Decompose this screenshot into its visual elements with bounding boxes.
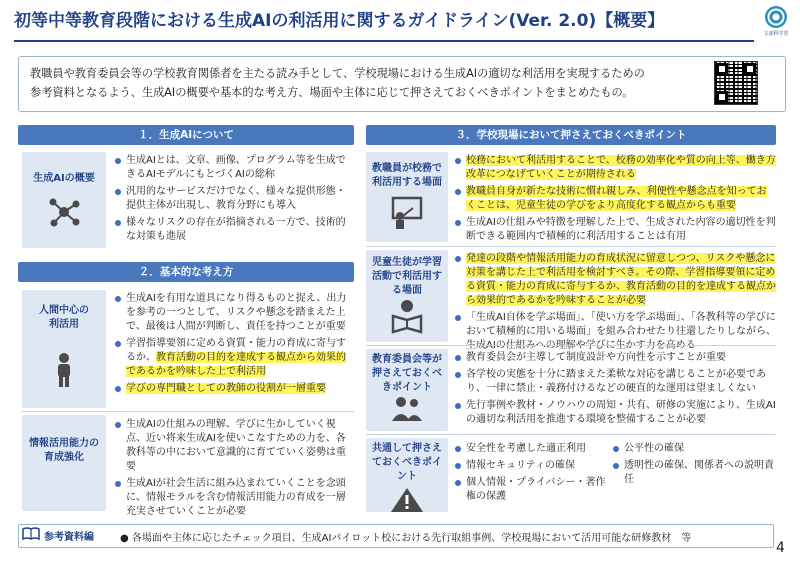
person-icon: [46, 352, 82, 388]
section2-bullet-3-highlight: 学びの専門職としての教師の役割が一層重要: [126, 383, 326, 394]
ministry-name: 文部科学省: [763, 31, 789, 37]
title-underline: [14, 40, 754, 42]
reference-label: [22, 527, 110, 545]
intro-text: [30, 64, 690, 102]
section3-label-1-text: 教職員が校務で利活用する場面: [372, 163, 442, 188]
ministry-emblem-icon: [765, 6, 787, 28]
section3-bullets-2: [454, 252, 776, 356]
common-point-4: 公平性の確保: [612, 442, 776, 456]
qr-finder-icon: [716, 91, 728, 103]
section3-divider-3: [366, 434, 776, 435]
reference-label-text: 参考資料編: [44, 532, 94, 543]
section3-bullet-4: [454, 252, 776, 308]
book-icon: [22, 527, 40, 547]
section3-bullet-6: 教育委員会が主導して制度設計や方向性を示すことが重要: [454, 351, 776, 365]
section2-bullet-5: 生成AIが社会生活に組み込まれていくことを念頭に、情報モラルを含む情報活用能力の育成を一層充実させていくことが必要: [114, 477, 354, 519]
committee-icon: [389, 395, 425, 423]
section3-label-1: [366, 152, 448, 242]
section3-bullet-4-highlight: 発達の段階や情報活用能力の育成状況に留意しつつ、リスクや懸念に対策を講じた上で利活用を検討すべき。その際、学習指導要領に定める資質・能力の育成に寄与するか、教育活動の目的を達成する観点から効果的であるかを吟味することが必要: [466, 253, 776, 306]
section3-bullet-1: [454, 154, 776, 182]
section3-header: ３．学校現場において押さえておくべきポイント: [366, 125, 776, 145]
section3-divider-1: [366, 246, 776, 247]
intro-line-1: 教職員や教育委員会等の学校教育関係者を主たる読み手として、学校現場における生成AIの適切な利活用を実現するための: [30, 67, 645, 80]
section3-bullets-1: [454, 154, 776, 247]
section2-bullet-2-highlight: 教育活動の目的を達成する観点から効果的であるかを吟味した上で利活用: [126, 352, 346, 377]
qr-code[interactable]: [714, 61, 758, 105]
reference-text: ● 各場面や主体に応じたチェック項目、生成AIパイロット校における先行取組事例、学校現場において活用可能な研修教材 等: [120, 533, 692, 544]
section3-bullet-3: 生成AIの仕組みや特徴を理解した上で、生成された内容の適切性を判断できる範囲内で積極的に利活用することは有用: [454, 216, 776, 244]
section2-bullets-1: [114, 292, 354, 399]
qr-finder-icon: [716, 63, 728, 75]
section2-label-2-text: 情報活用能力の育成強化: [29, 438, 99, 463]
section2-divider: [22, 411, 354, 412]
section1-bullet-1: 生成AIとは、文章、画像、プログラム等を生成できるAIモデルにもとづくAIの総称: [114, 154, 354, 182]
section3-common-left: [454, 442, 614, 507]
teacher-board-icon: [389, 194, 425, 230]
qr-finder-icon: [744, 63, 756, 75]
section2-header: ２．基本的な考え方: [18, 262, 354, 282]
intro-line-2: 参考資料となるよう、生成AIの概要や基本的な考え方、場面や主体に応じて押さえておくべきポイントをまとめたもの。: [30, 86, 634, 99]
common-point-5: 透明性の確保、関係者への説明責任: [612, 459, 776, 487]
section1-label-text: 生成AIの概要: [33, 173, 95, 184]
common-point-3: 個人情報・プライバシー・著作権の保護: [454, 476, 614, 504]
common-point-1: 安全性を考慮した適正利用: [454, 442, 614, 456]
section2-label-1: [22, 290, 106, 408]
common-point-2: 情報セキュリティの確保: [454, 459, 614, 473]
section2-label-2: [22, 415, 106, 511]
section3-bullet-8: 先行事例や教材・ノウハウの周知・共有、研修の実施により、生成AIの適切な利活用を推進する環境を整備することが必要: [454, 399, 776, 427]
section1-header: １．生成AIについて: [18, 125, 354, 145]
section3-label-2: [366, 250, 448, 342]
section3-bullet-5: 「生成AI自体を学ぶ場面」、「使い方を学ぶ場面」、「各教科等の学びにおいて積極的に用いる場面」を組み合わせたり往還したりしながら、: [454, 311, 776, 353]
section3-bullet-1-highlight: 校務において利活用することで、校務の効率化や質の向上等、働き方改革につなげていくことが期待される: [466, 155, 776, 180]
section2-label-1-text: 人間中心の利活用: [39, 305, 89, 330]
section3-common-right: [612, 442, 776, 490]
page-number: 4: [776, 540, 785, 556]
section2-bullet-3: [114, 382, 354, 396]
section1-bullet-3: 様々なリスクの存在が指摘される一方で、技術的な対策も進展: [114, 216, 354, 244]
section1-bullet-2: 汎用的なサービスだけでなく、様々な提供形態・提供主体が出現し、教育分野にも導入: [114, 185, 354, 213]
section3-label-3-text: 教育委員会等が押さえておくべきポイント: [372, 354, 442, 393]
section3-bullet-7: 各学校の実態を十分に踏まえた柔軟な対応を講じることが必要であり、一律に禁止・義務付けるなどの硬直的な運用は望ましくない: [454, 368, 776, 396]
section3-label-4: [366, 438, 448, 512]
section2-bullet-2-text: 学習指導要領に定める資質・能力の育成に寄与するか、: [126, 338, 346, 363]
section3-bullet-2: [454, 185, 776, 213]
section3-label-2-text: 児童生徒が学習活動で利活用する場面: [372, 257, 442, 296]
section3-label-3: [366, 349, 448, 431]
ministry-logo: [758, 6, 794, 46]
section1-bullets: [114, 154, 354, 247]
section2-bullets-2: [114, 418, 354, 522]
section1-label: [22, 152, 106, 248]
network-icon: [46, 194, 82, 230]
section3-divider-2: [366, 345, 776, 346]
section3-bullet-2-highlight: 教職員自身が新たな技術に慣れ親しみ、利便性や懸念点を知っておくことは、児童生徒の学びをより高度化する観点からも重要: [466, 186, 767, 211]
warning-icon: [389, 486, 425, 514]
section2-bullet-4: 生成AIの仕組みの理解、学びに生かしていく視点、近い将来生成AIを使いこなすための力を、各教科等の中において意識的に育てていく姿勢は重要: [114, 418, 354, 474]
student-reading-icon: [389, 298, 425, 334]
section3-label-4-text: 共通して押さえておくべきポイント: [372, 443, 442, 482]
section3-bullets-3: [454, 351, 776, 430]
section2-bullet-2: [114, 337, 354, 379]
page-title: 初等中等教育段階における生成AIの利活用に関するガイドライン(Ver. 2.0)【概要】: [14, 11, 665, 31]
section2-bullet-1: 生成AIを有用な道具になり得るものと捉え、出力を参考の一つとして、リスクや懸念を踏まえた上で、最後は人間が判断し、責任を持つことが重要: [114, 292, 354, 334]
